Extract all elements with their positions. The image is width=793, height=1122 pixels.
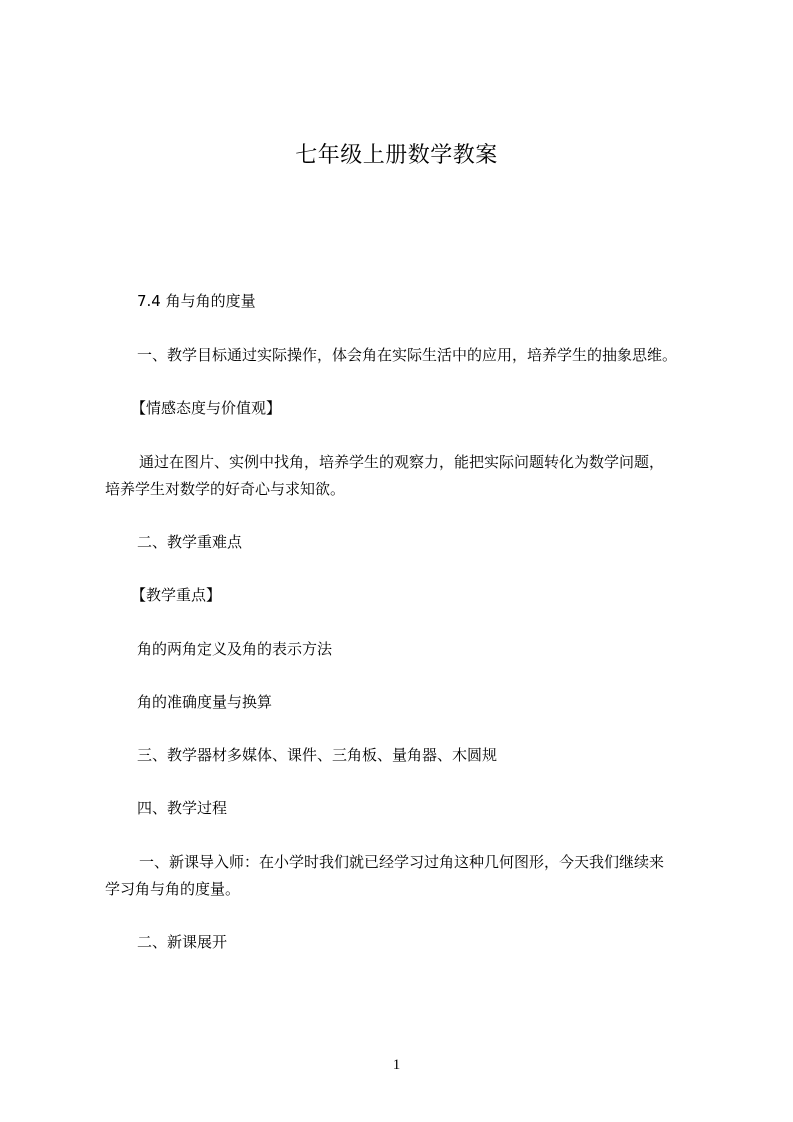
section-heading: 7.4 角与角的度量: [137, 292, 256, 310]
keypoint-item-1: 角的两角定义及角的表示方法: [137, 640, 333, 658]
intro-paragraph-line-2: 学习角与角的度量。: [105, 880, 241, 898]
expand-heading: 二、新课展开: [137, 933, 228, 951]
attitude-heading: 【情感态度与价值观】: [131, 399, 282, 417]
keypoint-heading: 【教学重点】: [131, 586, 222, 604]
process-heading: 四、教学过程: [137, 799, 228, 817]
difficulty-heading: 二、教学重难点: [137, 533, 243, 551]
teaching-goal: 一、教学目标通过实际操作，体会角在实际生活中的应用，培养学生的抽象思维。: [137, 346, 678, 364]
intro-paragraph-line-1: 一、新课导入师：在小学时我们就已经学习过角这种几何图形，今天我们继续来: [139, 853, 665, 871]
keypoint-item-2: 角的准确度量与换算: [137, 693, 273, 711]
equipment-line: 三、教学器材多媒体、课件、三角板、量角器、木圆规: [137, 746, 498, 764]
attitude-paragraph-line-2: 培养学生对数学的好奇心与求知欲。: [105, 480, 346, 498]
document-title: 七年级上册数学教案: [295, 143, 498, 168]
page-number: 1: [392, 1057, 401, 1073]
attitude-paragraph-line-1: 通过在图片、实例中找角，培养学生的观察力，能把实际问题转化为数学问题，: [139, 453, 665, 471]
